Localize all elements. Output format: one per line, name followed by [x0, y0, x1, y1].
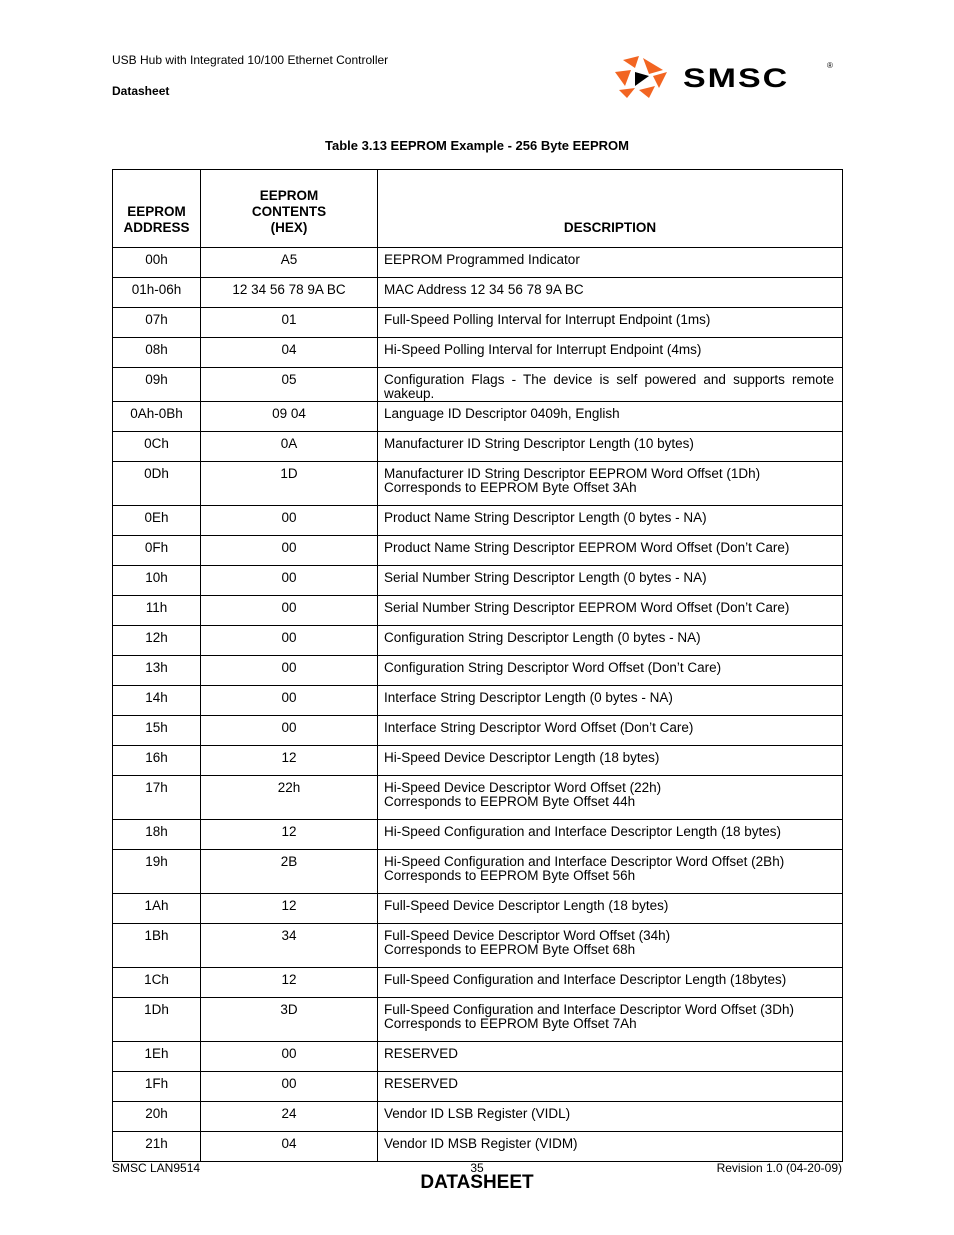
cell-address: 09h [113, 368, 201, 402]
cell-address: 13h [113, 656, 201, 686]
cell-address: 14h [113, 686, 201, 716]
logo-mark-icon [615, 56, 667, 98]
cell-description [378, 894, 843, 924]
cell-address: 1Ah [113, 894, 201, 924]
table-row [113, 566, 843, 596]
description-line: Product Name String Descriptor EEPROM Word Offset (Don’t Care) [384, 540, 790, 555]
table-row [113, 850, 843, 894]
cell-contents: A5 [201, 248, 378, 278]
table-header-row [113, 170, 843, 248]
description-line: Full-Speed Configuration and Interface Descriptor Word Offset (3Dh) [384, 1002, 794, 1017]
cell-address: 11h [113, 596, 201, 626]
table-row [113, 1102, 843, 1132]
cell-contents: 24 [201, 1102, 378, 1132]
table-row [113, 536, 843, 566]
table-row [113, 432, 843, 462]
table-row [113, 894, 843, 924]
cell-description [378, 820, 843, 850]
cell-description [378, 850, 843, 894]
cell-address: 0Dh [113, 462, 201, 506]
description-line: Hi-Speed Polling Interval for Interrupt Endpoint (4ms) [384, 342, 702, 357]
description-line: Product Name String Descriptor Length (0 bytes - NA) [384, 510, 707, 525]
cell-address: 0Eh [113, 506, 201, 536]
document-title: USB Hub with Integrated 10/100 Ethernet Controller [112, 53, 389, 67]
table-row [113, 776, 843, 820]
table-row [113, 998, 843, 1042]
cell-address: 00h [113, 248, 201, 278]
table-row [113, 338, 843, 368]
cell-description [378, 1042, 843, 1072]
cell-address: 1Ch [113, 968, 201, 998]
cell-address: 20h [113, 1102, 201, 1132]
table-row [113, 308, 843, 338]
table-row [113, 462, 843, 506]
description-line: Full-Speed Device Descriptor Length (18 bytes) [384, 898, 669, 913]
cell-description [378, 968, 843, 998]
cell-description [378, 776, 843, 820]
description-line: Interface String Descriptor Length (0 bytes - NA) [384, 690, 673, 705]
description-line: Corresponds to EEPROM Byte Offset 7Ah [384, 1016, 637, 1031]
cell-description [378, 432, 843, 462]
cell-address: 08h [113, 338, 201, 368]
cell-description [378, 248, 843, 278]
cell-contents: 09 04 [201, 402, 378, 432]
description-line: Full-Speed Device Descriptor Word Offset (34h) [384, 928, 671, 943]
cell-description [378, 566, 843, 596]
footer-revision: Revision 1.0 (04-20-09) [716, 1161, 842, 1175]
cell-description [378, 746, 843, 776]
cell-address: 10h [113, 566, 201, 596]
cell-contents: 04 [201, 1132, 378, 1162]
table-row [113, 1072, 843, 1102]
description-line: Configuration String Descriptor Length (0 bytes - NA) [384, 630, 701, 645]
cell-address: 17h [113, 776, 201, 820]
cell-contents: 00 [201, 596, 378, 626]
table-row [113, 596, 843, 626]
cell-address: 15h [113, 716, 201, 746]
description-line: Configuration Flags - The device is self powered and supports remote wakeup. [384, 372, 834, 401]
table-row [113, 506, 843, 536]
footer-datasheet-label: DATASHEET [420, 1172, 534, 1193]
cell-contents: 34 [201, 924, 378, 968]
header-description: DESCRIPTION [378, 170, 843, 248]
cell-contents: 22h [201, 776, 378, 820]
table-row [113, 368, 843, 402]
description-line: Hi-Speed Configuration and Interface Descriptor Length (18 bytes) [384, 824, 781, 839]
description-line: MAC Address 12 34 56 78 9A BC [384, 282, 584, 297]
logo-registered-mark: ® [827, 61, 833, 70]
cell-description [378, 1132, 843, 1162]
description-line: Language ID Descriptor 0409h, English [384, 406, 620, 421]
smsc-logo [613, 56, 839, 98]
description-line: Corresponds to EEPROM Byte Offset 3Ah [384, 480, 637, 495]
cell-address: 0Ch [113, 432, 201, 462]
cell-contents: 01 [201, 308, 378, 338]
cell-description [378, 716, 843, 746]
cell-address: 21h [113, 1132, 201, 1162]
cell-address: 18h [113, 820, 201, 850]
description-line: Corresponds to EEPROM Byte Offset 68h [384, 942, 636, 957]
document-type: Datasheet [112, 84, 170, 98]
cell-address: 0Fh [113, 536, 201, 566]
cell-contents: 00 [201, 566, 378, 596]
table-row [113, 248, 843, 278]
cell-description [378, 506, 843, 536]
description-line: Serial Number String Descriptor Length (0 bytes - NA) [384, 570, 707, 585]
cell-contents: 00 [201, 716, 378, 746]
description-line: Hi-Speed Device Descriptor Length (18 bytes) [384, 750, 660, 765]
table-row [113, 746, 843, 776]
table-row [113, 968, 843, 998]
cell-description [378, 462, 843, 506]
page-number: 35 [470, 1161, 484, 1175]
table-row [113, 626, 843, 656]
description-line: Vendor ID MSB Register (VIDM) [384, 1136, 578, 1151]
cell-address: 16h [113, 746, 201, 776]
cell-address: 1Fh [113, 1072, 201, 1102]
header-contents: EEPROM CONTENTS (HEX) [201, 170, 378, 248]
cell-description [378, 536, 843, 566]
cell-description [378, 686, 843, 716]
table-row [113, 820, 843, 850]
cell-description [378, 626, 843, 656]
cell-description [378, 1102, 843, 1132]
table-caption: Table 3.13 EEPROM Example - 256 Byte EEPROM [325, 138, 629, 153]
cell-contents: 00 [201, 686, 378, 716]
description-line: RESERVED [384, 1076, 459, 1091]
table-row [113, 402, 843, 432]
cell-contents: 12 [201, 820, 378, 850]
cell-contents: 12 [201, 746, 378, 776]
cell-description [378, 402, 843, 432]
table-row [113, 278, 843, 308]
description-line: Full-Speed Polling Interval for Interrupt Endpoint (1ms) [384, 312, 711, 327]
cell-description [378, 308, 843, 338]
cell-address: 12h [113, 626, 201, 656]
cell-address: 1Dh [113, 998, 201, 1042]
cell-contents: 00 [201, 536, 378, 566]
logo-wordmark: SMSC [683, 62, 790, 94]
cell-contents: 12 [201, 968, 378, 998]
cell-description [378, 278, 843, 308]
table-row [113, 686, 843, 716]
cell-address: 19h [113, 850, 201, 894]
cell-description [378, 924, 843, 968]
cell-contents: 00 [201, 1072, 378, 1102]
cell-contents: 12 [201, 894, 378, 924]
cell-description [378, 1072, 843, 1102]
description-line: Configuration String Descriptor Word Offset (Don’t Care) [384, 660, 722, 675]
table-row [113, 1132, 843, 1162]
cell-contents: 00 [201, 656, 378, 686]
description-line: Serial Number String Descriptor EEPROM Word Offset (Don’t Care) [384, 600, 790, 615]
cell-description [378, 998, 843, 1042]
table-body [113, 248, 843, 1162]
cell-description [378, 338, 843, 368]
footer-product: SMSC LAN9514 [112, 1161, 201, 1175]
cell-contents: 2B [201, 850, 378, 894]
cell-address: 1Bh [113, 924, 201, 968]
description-line: Corresponds to EEPROM Byte Offset 44h [384, 794, 636, 809]
cell-contents: 04 [201, 338, 378, 368]
cell-contents: 1D [201, 462, 378, 506]
cell-description [378, 368, 843, 402]
description-line: Hi-Speed Configuration and Interface Descriptor Word Offset (2Bh) [384, 854, 785, 869]
cell-address: 07h [113, 308, 201, 338]
description-line: Interface String Descriptor Word Offset (Don’t Care) [384, 720, 694, 735]
description-line: Manufacturer ID String Descriptor EEPROM Word Offset (1Dh) [384, 466, 761, 481]
cell-contents: 00 [201, 626, 378, 656]
cell-contents: 12 34 56 78 9A BC [201, 278, 378, 308]
cell-contents: 00 [201, 506, 378, 536]
cell-description [378, 596, 843, 626]
cell-address: 1Eh [113, 1042, 201, 1072]
description-line: Hi-Speed Device Descriptor Word Offset (22h) [384, 780, 662, 795]
cell-contents: 3D [201, 998, 378, 1042]
cell-address: 0Ah-0Bh [113, 402, 201, 432]
table-row [113, 656, 843, 686]
description-line: Full-Speed Configuration and Interface Descriptor Length (18bytes) [384, 972, 787, 987]
description-line: Vendor ID LSB Register (VIDL) [384, 1106, 571, 1121]
table-row [113, 1042, 843, 1072]
cell-description [378, 656, 843, 686]
description-line: RESERVED [384, 1046, 459, 1061]
header-address: EEPROM ADDRESS [113, 170, 201, 248]
description-line: Corresponds to EEPROM Byte Offset 56h [384, 868, 636, 883]
cell-address: 01h-06h [113, 278, 201, 308]
cell-contents: 00 [201, 1042, 378, 1072]
table-row [113, 924, 843, 968]
table-row [113, 716, 843, 746]
cell-contents: 0A [201, 432, 378, 462]
description-line: Manufacturer ID String Descriptor Length (10 bytes) [384, 436, 694, 451]
description-line: EEPROM Programmed Indicator [384, 252, 580, 267]
cell-contents: 05 [201, 368, 378, 402]
eeprom-table [112, 169, 843, 1162]
